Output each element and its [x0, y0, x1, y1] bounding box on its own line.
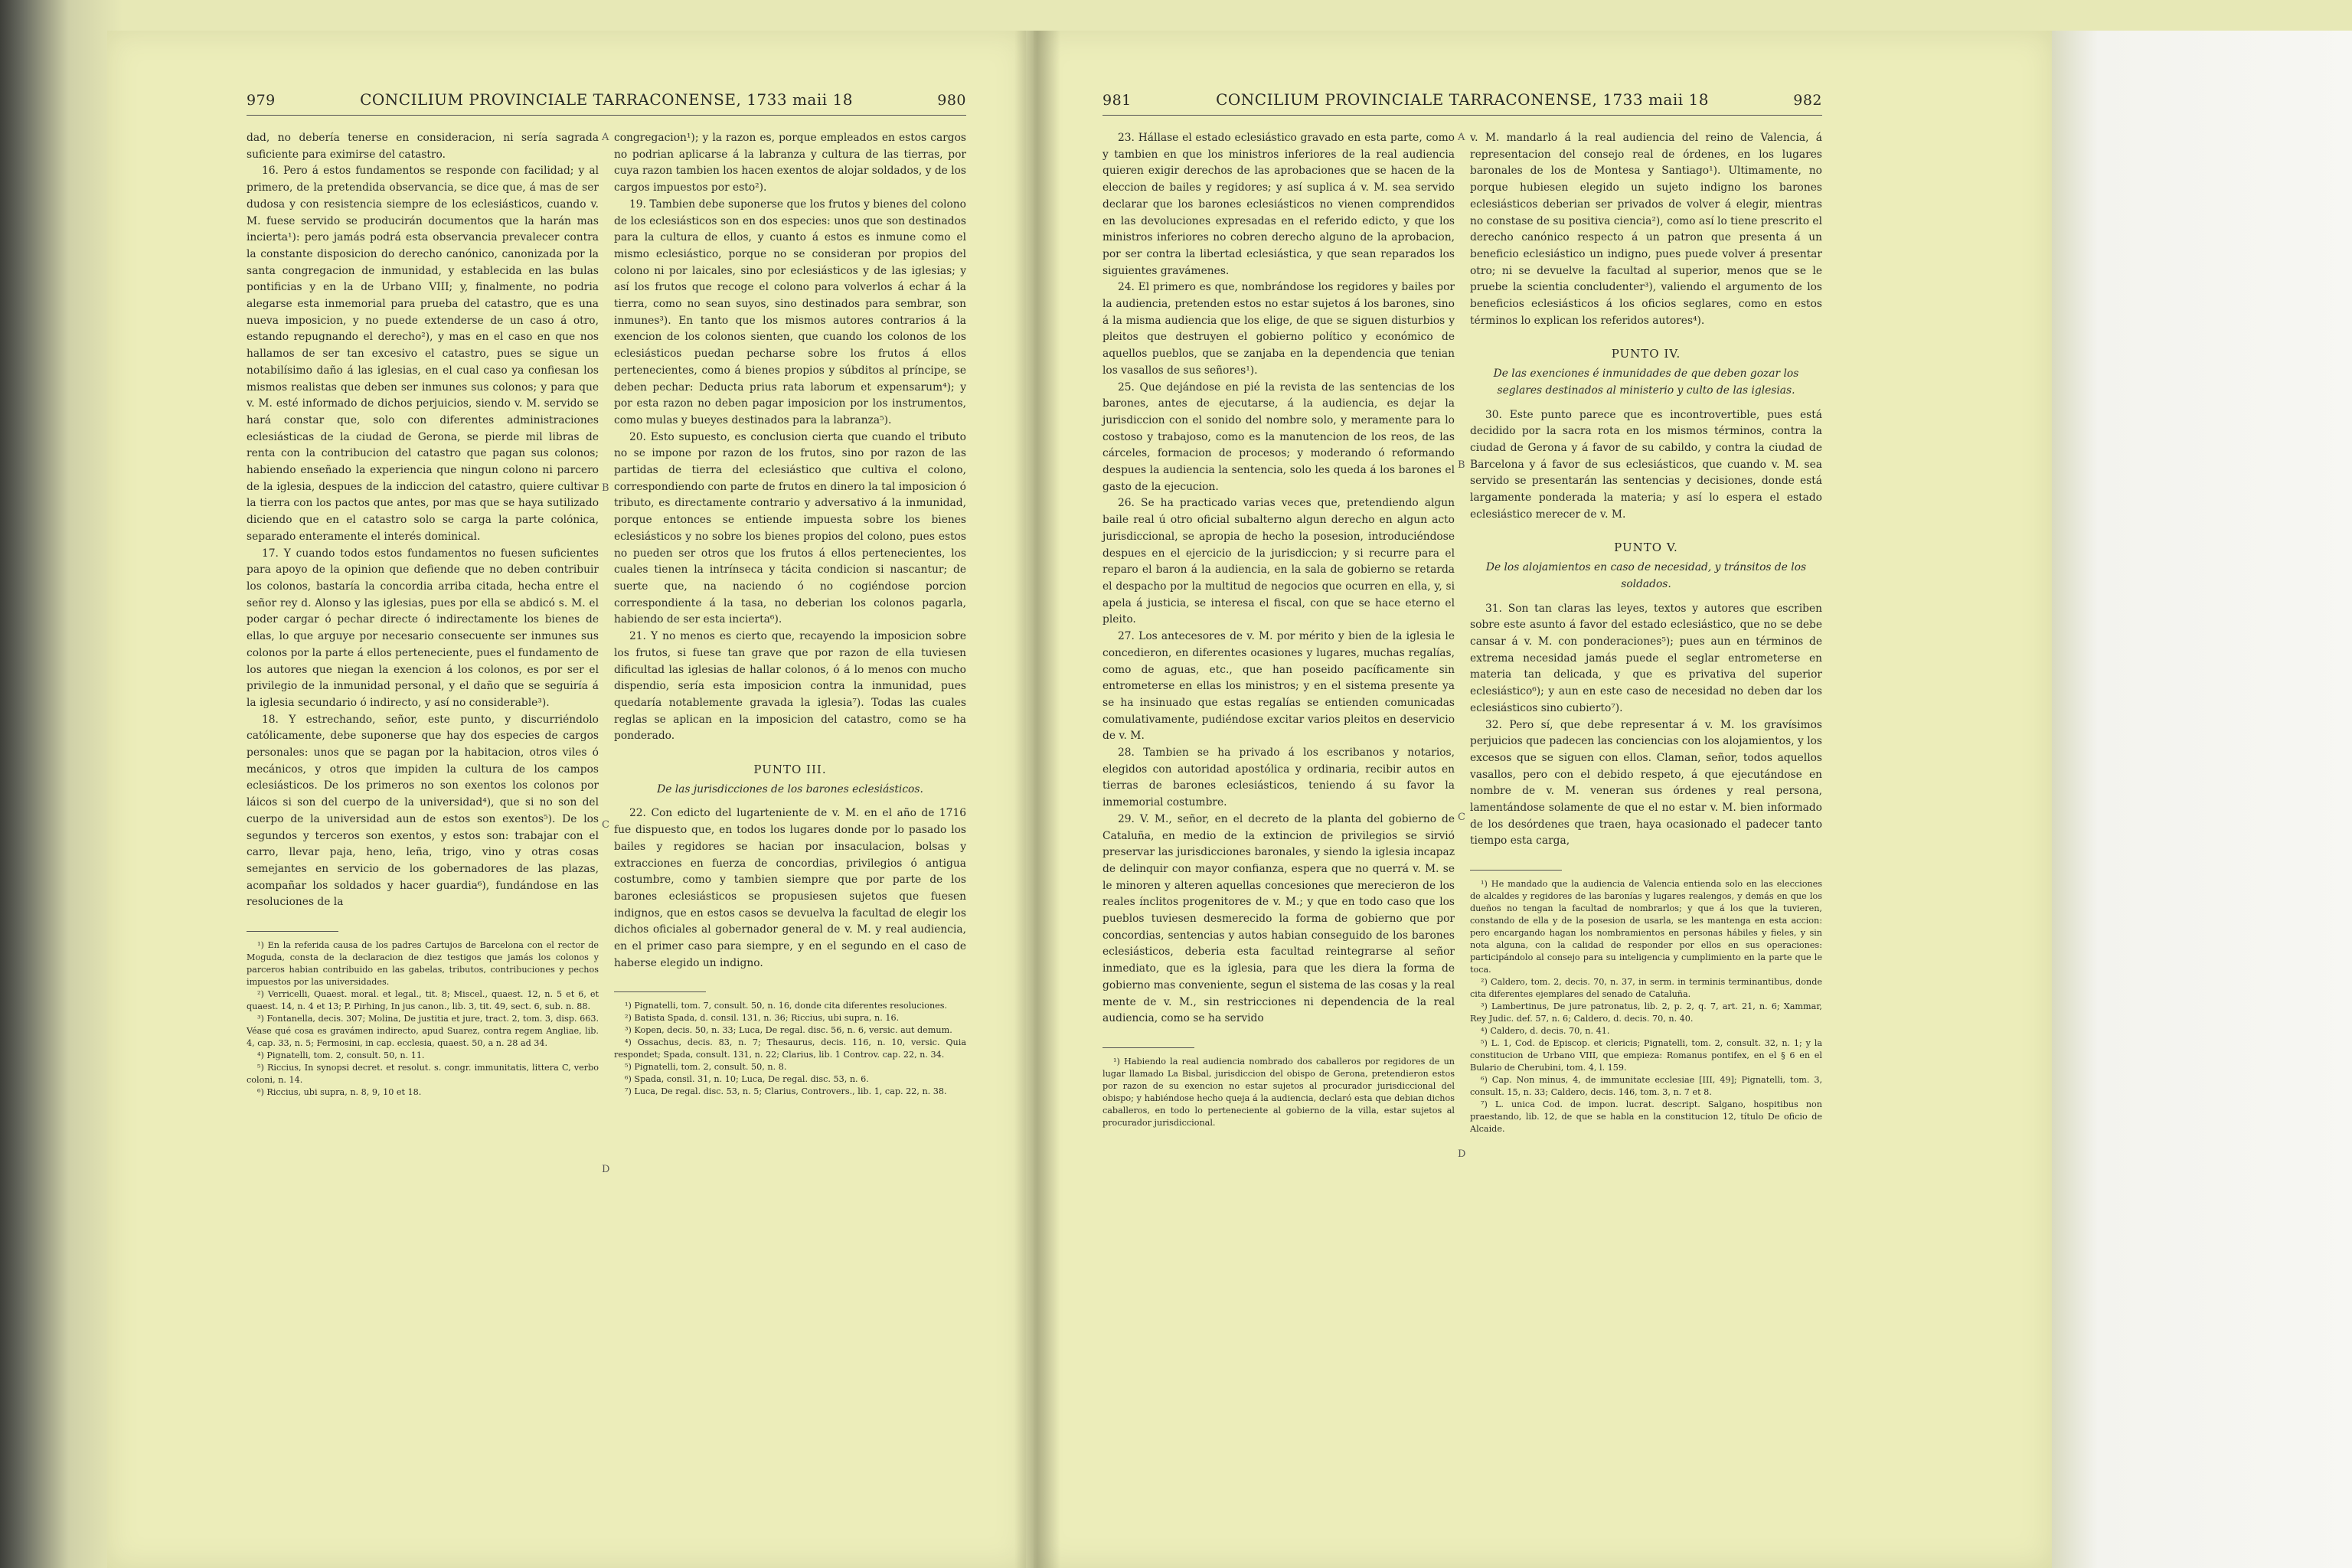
paragraph: 16. Pero á estos fundamentos se responde con facilidad; y al primero, de la pretendida observancia, se dice que, á mas de ser dudosa y con resistencia siempre de los eclesiásticos, cuando v. M. fuese servido se producirán documentos que la harán mas incierta¹): pero jamás podrá esta observancia prevalecer contra la constante disposicion do derecho canónico, canonizada por la santa congregacion de inmunidad, y establecida en las bulas pontificias y en la de Urbano VIII; y, finalmente, no podria alegarse esta inmemorial para prueba del catastro, que es una nueva imposicion, y no puede extenderse de un caso á otro, estando repugnando el derecho²), y mas en el caso en que nos hallamos de ser tan excesivo el catastro, pues se sigue un notabilísimo daño á las iglesias, en el cual caso ya confiesan los mismos realistas que deben ser inmunes sus colonos; y para que v. M. esté informado de dichos perjuicios, siendo v. M. servido se hará constar que, solo con diferentes administraciones eclesiásticas de la ciudad de Gerona, se pierde mil libras de renta con la contribucion del catastro que pagan sus colonos; habiendo enseñado la experiencia que ningun colono ni parcero de la iglesia, despues de la indiccion del catastro, quiere cultivar la tierra con los pactos que antes, por mas que se haya sutilizado diciendo que en el catastro solo se carga la parte colónica, separado enteramente el interés dominical.	[247, 165, 599, 543]
footnote: ⁴) Ossachus, decis. 83, n. 7; Thesaurus, decis. 116, n. 10, versic. Quia respondet; Spada, consult. 131, n. 22; Clarius, lib. 1 Controv. cap. 22, n. 34.	[614, 1037, 966, 1060]
margin-letter: C	[1458, 812, 1465, 823]
paragraph: 19. Tambien debe suponerse que los frutos y bienes del colono de los eclesiásticos son en dos especies: unos que son destinados para la cultura de ellos, y cuanto á estos es inmune como el mismo eclesiástico, porque no se consideran por propios del colono ni por laicales, sino por eclesiásticos y de las iglesias; y así los frutos que recoge el colono para volverlos á echar á la tierra, como no sean suyos, sino destinados para sembrar, son inmunes³). En tanto que los mismos autores contrarios á la exencion de los colonos sienten, que cuando los colonos de los eclesiásticos puedan pecharse sobre los frutos á ellos pertenecientes, como á bienes propios y súbditos al príncipe, se deben pechar: Deducta prius rata laborum et expensarum⁴); y por esta razon no deben pagar imposicion por los instrumentos, como mulas y bueyes destinados para la labranza⁵).	[614, 198, 966, 426]
footnote: ¹) He mandado que la audiencia de Valencia entienda solo en las elecciones de alcaldes y regidores de las baronías y lugares realengos, y demás en que los dueños no tengan la facultad de nombrarlos; y que á los que la tuvieren, constando de ella y de la posesion de usarla, se les mantenga en esta accion: pero encargando hagan los nombramientos en personas hábiles y fieles, y sin nota alguna, con la calidad de responder por ellos en sus operaciones: participándolo al consejo para su inteligencia y cumplimiento en la parte que le toca.	[1470, 879, 1822, 975]
section-subtitle: De los alojamientos en caso de necesidad, y tránsitos de los soldados.	[1485, 561, 1807, 590]
paragraph: 28. Tambien se ha privado á los escribanos y notarios, elegidos con autoridad apostólica y ordinaria, recibir autos en tierras de barones eclesiásticos, teniendo á su favor la inmemorial costumbre.	[1102, 746, 1455, 809]
book-edge	[2052, 31, 2352, 1568]
footnote: ⁶) Spada, consil. 31, n. 10; Luca, De regal. disc. 53, n. 6.	[625, 1074, 869, 1085]
footnote: ⁶) Cap. Non minus, 4, de immunitate ecclesiae [III, 49]; Pignatelli, tom. 3, consult. 15, n. 33; Caldero, decis. 146, tom. 3, n. 7 et 8.	[1470, 1075, 1822, 1098]
section-subtitle: De las exenciones é inmunidades de que deben gozar los seglares destinados al ministerio y culto de las iglesias.	[1493, 368, 1799, 397]
paragraph: 31. Son tan claras las leyes, textos y autores que escriben sobre este asunto á favor del estado eclesiástico, que no se debe cansar á v. M. con ponderaciones⁵); pues aun en términos de extrema necesidad jamás puede el seglar entrometerse en materia tan delicada, y que es privativa del superior eclesiástico⁶); y aun en este caso de necesidad no deben dar los eclesiásticos sino cubierto⁷).	[1470, 602, 1822, 714]
footnote: ¹) Pignatelli, tom. 7, consult. 50, n. 16, donde cita diferentes resoluciones.	[625, 1001, 948, 1011]
header-rule	[247, 115, 966, 116]
footnotes	[1470, 870, 1822, 1135]
left-page-header	[247, 90, 966, 109]
right-column-1	[1102, 130, 1455, 1129]
footnote: ⁵) Pignatelli, tom. 2, consult. 50, n. 8.	[625, 1062, 787, 1073]
margin-letter: D	[602, 1164, 610, 1175]
footnote: ¹) En la referida causa de los padres Cartujos de Barcelona con el rector de Moguda, consta de la declaracion de diez testigos que jamás los colonos y parceros habian contribuido en las gabelas, tributos, contribuciones y pechos impuestos por las universidades.	[247, 940, 599, 988]
footnote: ⁵) Riccius, In synopsi decret. et resolut. s. congr. immunitatis, littera C, verbo coloni, n. 14.	[247, 1063, 599, 1086]
footnote: ¹) Habiendo la real audiencia nombrado dos caballeros por regidores de un lugar llamado La Bisbal, jurisdiccion del obispo de Gerona, pretendieron estos por razon de su exencion no estar sujetos al procurador jurisdiccional del obispo; y habiéndose hecho queja á la audiencia, declaró esta que debian dichos caballeros, en todo lo perteneciente al gobierno de la villa, estar sujetos al procurador jurisdiccional.	[1102, 1056, 1455, 1128]
page-number-982: 982	[1793, 92, 1822, 109]
margin-letter: A	[1458, 132, 1465, 143]
paragraph: 20. Esto supuesto, es conclusion cierta que cuando el tributo no se impone por razon de los frutos, sino por razon de las partidas de tierra del eclesiástico que cultiva el colono, correspondiendo con parte de frutos en dinero la tal imposicion ó tributo, es directamente contrario y adversativo á la inmunidad, porque entonces se entiende impuesta sobre los bienes eclesiásticos y no sobre los bienes propios del colono, pues estos no pueden ser otros que los frutos á ellos pertenecientes, los cuales tienen la intrínseca y tácita condicion si nascantur; de suerte que, na naciendo ó no cogiéndose porcion correspondiente á la tasa, no deberian los colonos pagarla, habiendo de ser esta incierta⁶).	[614, 430, 966, 626]
footnote-separator	[614, 991, 706, 992]
margin-letter: D	[1458, 1148, 1466, 1160]
paragraph: 21. Y no menos es cierto que, recayendo la imposicion sobre los frutos, si fuese tan grave que por razon de ella tuviesen dificultad las iglesias de hallar colonos, ó á lo menos con mucho dispendio, sería esta imposicion contra la inmunidad, pues quedaría notablemente gravada la iglesia⁷). Todas las cuales reglas se aplican en la imposicion del catastro, como se ha ponderado.	[614, 630, 966, 743]
footnotes	[614, 991, 966, 1098]
footnotes	[1102, 1047, 1455, 1129]
paragraph: 27. Los antecesores de v. M. por mérito y bien de la iglesia le concedieron, en diferentes ocasiones y lugares, muchas regalías, como de aguas, etc., que han poseido pacíficamente sin entrometerse en ellas los ministros; y en el sistema presente ya se ha insinuado que estas regalías se entienden comunicadas comulativamente, pudiéndose excitar varios pleitos en deservicio de v. M.	[1102, 630, 1455, 743]
footnote-separator	[1102, 1047, 1194, 1048]
margin-letter: B	[1458, 459, 1465, 471]
paragraph: 26. Se ha practicado varias veces que, pretendiendo algun baile real ú otro oficial subalterno algun derecho en algun acto jurisdiccional, se apropia de hecho la posesion, introduciéndose despues en el ejercicio de la jurisdiccion; y si recurre para el reparo el baron á la audiencia, en la sala de gobierno se retarda el despacho por la multitud de negocios que ocurren en ella, y, si apela á justicia, se interesa el fiscal, con que se hace eterno el pleito.	[1102, 497, 1455, 626]
footnote: ⁵) L. 1, Cod. de Episcop. et clericis; Pignatelli, tom. 2, consult. 32, n. 1; y la constitucion de Urbano VIII, que empieza: Romanus pontifex, en el § 6 en el Bulario de Cherubini, tom. 4, l. 159.	[1470, 1038, 1822, 1073]
paragraph: v. M. mandarlo á la real audiencia del reino de Valencia, á representacion del consejo real de órdenes, en los lugares baronales de los de Montesa y Santiago¹). Ultimamente, no porque hubiesen elegido un sujeto indigno los barones eclesiásticos deberian ser privados de volver á elegir, mientras no constase de su positiva ciencia²), como así lo tiene prescrito el derecho canónico respecto á un patron que presenta á un beneficio eclesiástico un indigno, pues puede volver á presentar otro; ni se devuelve la facultad al superior, menos que se le pruebe la scientia concludenter³), valiendo el argumento de los beneficios eclesiásticos á los oficios seglares, como en estos términos lo explican los referidos autores⁴).	[1470, 132, 1822, 327]
section-heading: PUNTO IV.	[1611, 347, 1681, 361]
section-subtitle: De las jurisdicciones de los barones eclesiásticos.	[657, 782, 923, 795]
right-page-header	[1102, 90, 1822, 109]
paragraph: 22. Con edicto del lugarteniente de v. M. en el año de 1716 fue dispuesto que, en todos los lugares donde por lo pasado los bailes y regidores se hacian por insaculacion, bolsas y extracciones en fuerza de concordias, privilegios ó antigua costumbre, como y tambien siempre que por parte de los barones eclesiásticos se propusiesen sujetos que fuesen indignos, que en estos casos se devuelva la facultad de elegir los dichos oficiales al gobernador general de v. M. y real audiencia, en el primer caso para siempre, y en el segundo en el caso de haberse elegido un indigno.	[614, 807, 966, 969]
header-rule	[1102, 115, 1822, 116]
right-column-2	[1470, 130, 1822, 1135]
paragraph: 32. Pero sí, que debe representar á v. M. los gravísimos perjuicios que padecen las conciencias con los alojamientos, y los excesos que se siguen con ellos. Claman, señor, todos aquellos vasallos, pero con el debido respeto, á que ejecutándose en nombre de v. M. veneran sus órdenes y real persona, lamentándose solamente de que el no estar v. M. bien informado de los desórdenes que traen, haya ocasionado el padecer tanto tiempo esta carga,	[1470, 718, 1822, 848]
left-column-1	[247, 130, 599, 1099]
section-heading: PUNTO III.	[753, 763, 827, 777]
margin-letter: A	[602, 132, 609, 143]
footnote: ²) Verricelli, Quaest. moral. et legal., tit. 8; Miscel., quaest. 12, n. 5 et 6, et quaest. 14, n. 4 et 13; P. Pirhing, In jus canon., lib. 3, tit. 49, sect. 6, sub. n. 88.	[247, 989, 599, 1012]
paragraph: 18. Y estrechando, señor, este punto, y discurriéndolo católicamente, debe suponerse que hay dos especies de cargos personales: unos que se pagan por la habitacion, otros viles ó mecánicos, y otros que impiden la cultura de los campos eclesiásticos. De los primeros no son exentos los colonos por láicos si son del cuerpo de la universidad⁴), que si no son del cuerpo de la universidad aun de estos son exentos⁵). De los segundos y terceros son exentos, y estos son: trabajar con el carro, llevar paja, heno, leña, trigo, vino y otras cosas semejantes en servicio de los gobernadores de las plazas, acompañar los soldados y hacer guardia⁶), fundándose en las resoluciones de la	[247, 713, 599, 909]
page-number-981: 981	[1102, 92, 1132, 109]
paragraph: dad, no debería tenerse en consideracion, ni sería sagrada suficiente para eximirse del catastro.	[247, 132, 599, 161]
footnotes	[247, 931, 599, 1099]
section-heading: PUNTO V.	[1614, 541, 1678, 555]
paragraph: 25. Que dejándose en pié la revista de las sentencias de los barones, antes de ejecutarse, á la audiencia, es dejar la jurisdiccion con el sonido del nombre solo, y meramente para lo costoso y trabajoso, como es la manutencion de los reos, de las cárceles, formacion de procesos; y moderando ó reformando despues la audiencia la sentencia, solo les queda á los barones el gasto de la ejecucion.	[1102, 381, 1455, 493]
page-number-979: 979	[247, 92, 276, 109]
footnote: ⁶) Riccius, ubi supra, n. 8, 9, 10 et 18.	[257, 1087, 422, 1098]
paragraph: 23. Hállase el estado eclesiástico gravado en esta parte, como y tambien en que los ministros inferiores de la real audiencia quieren exigir derechos de las aprobaciones que se hacen de la eleccion de bailes y regidores; y así suplica á v. M. sea servido declarar que los barones eclesiásticos no vienen comprendidos en las devoluciones expresadas en el referido edicto, y que los ministros inferiores no cobren derecho alguno de la aprobacion, por ser contra la libertad eclesiástica, y que sean reparados los siguientes gravámenes.	[1102, 132, 1455, 277]
footnote: ⁴) Caldero, d. decis. 70, n. 41.	[1481, 1026, 1610, 1037]
footnote-separator	[247, 931, 338, 932]
footnote: ³) Fontanella, decis. 307; Molina, De justitia et jure, tract. 2, tom. 3, disp. 663. Véase qué cosa es gravámen indirecto, apud Suarez, contra regem Angliae, lib. 4, cap. 33, n. 5; Fermosini, in cap. ecclesia, quaest. 50, a n. 28 ad 34.	[247, 1014, 599, 1049]
margin-letter: B	[602, 482, 609, 494]
book-gutter	[1014, 31, 1060, 1568]
left-column-2	[614, 130, 966, 1098]
footnote: ³) Lambertinus, De jure patronatus, lib. 2, p. 2, q. 7, art. 21, n. 6; Xammar, Rey Judic. def. 57, n. 6; Caldero, d. decis. 70, n. 40.	[1470, 1001, 1822, 1024]
footnote-separator	[1470, 870, 1562, 871]
footnote: ²) Caldero, tom. 2, decis. 70, n. 37, in serm. in terminis terminantibus, donde cita diferentes ejemplares del senado de Cataluña.	[1470, 977, 1822, 1000]
paragraph: 17. Y cuando todos estos fundamentos no fuesen suficientes para apoyo de la opinion que defiende que no deben contribuir los colonos, bastaría la concordia arriba citada, hecha entre el señor rey d. Alonso y las iglesias, pues por ella se abdicó s. M. el poder cargar ó pechar directe ó indirectamente los bienes de ellas, lo que arguye por necesario consecuente ser inmunes sus colonos por la parte á ellos perteneciente, pues el fundamento de los autores que niegan la exencion á los colonos, es por ser el privilegio de la inmunidad personal, y el daño que se seguiría á la iglesia secundario ó indirecto, y así no considerable³).	[247, 547, 599, 709]
page-number-980: 980	[937, 92, 966, 109]
footnote: ⁷) L. unica Cod. de impon. lucrat. descript. Salgano, hospitibus non praestando, lib. 12, de que se habla en la constitucion 12, título De oficio de Alcaide.	[1470, 1099, 1822, 1135]
footnote: ²) Batista Spada, d. consil. 131, n. 36; Riccius, ubi supra, n. 16.	[625, 1013, 900, 1024]
running-title: CONCILIUM PROVINCIALE TARRACONENSE, 1733 maii 18	[360, 90, 853, 109]
footnote: ⁴) Pignatelli, tom. 2, consult. 50, n. 11.	[257, 1050, 425, 1061]
paragraph: 24. El primero es que, nombrándose los regidores y bailes por la audiencia, pretenden estos no estar sujetos á los barones, sino á la misma audiencia que los elige, de que se siguen disturbios y pleitos que destruyen el gobierno político y económico de aquellos pueblos, que se zanjaba en la dependencia que tenian los vasallos de sus señores¹).	[1102, 281, 1455, 377]
paragraph: congregacion¹); y la razon es, porque empleados en estos cargos no podrian aplicarse á la labranza y cultura de las tierras, por cuya razon tambien los hacen exentos de alojar soldados, y de los cargos impuestos por esto²).	[614, 132, 967, 194]
footnote: ⁷) Luca, De regal. disc. 53, n. 5; Clarius, Controvers., lib. 1, cap. 22, n. 38.	[625, 1086, 947, 1097]
paragraph: 30. Este punto parece que es incontrovertible, pues está decidido por la sacra rota en los mismos términos, contra la ciudad de Gerona y á favor de su cabildo, y contra la ciudad de Barcelona y á favor de sus eclesiásticos, que cuando v. M. sea servido se presentarán las sentencias y decisiones, donde está largamente ponderada la materia; y así lo espera el estado eclesiástico merecer de v. M.	[1470, 408, 1822, 521]
footnote: ³) Kopen, decis. 50, n. 33; Luca, De regal. disc. 56, n. 6, versic. aut demum.	[625, 1025, 952, 1036]
running-title: CONCILIUM PROVINCIALE TARRACONENSE, 1733 maii 18	[1216, 90, 1709, 109]
paragraph: 29. V. M., señor, en el decreto de la planta del gobierno de Cataluña, en medio de la extincion de privilegios se sirvió preservar las jurisdicciones baronales, y siendo la iglesia incapaz de delinquir con mayor confianza, espera que no querrá v. M. se le minoren y alteren aquellas concesiones que merecieron de los reales ínclitos progenitores de v. M.; y que en todo caso que los pueblos tuviesen desmerecido la forma de gobierno que por concordias, sentencias y autos habian conseguido de los barones eclesiásticos, deberia esta facultad reintegrarse al señor inmediato, que es la iglesia, para que les diera la forma de gobierno mas conveniente, segun el sistema de las cosas y la real mente de v. M., sin restricciones ni dependencia de la real audiencia, como se ha servido	[1102, 812, 1455, 1025]
margin-letter: C	[602, 819, 609, 831]
